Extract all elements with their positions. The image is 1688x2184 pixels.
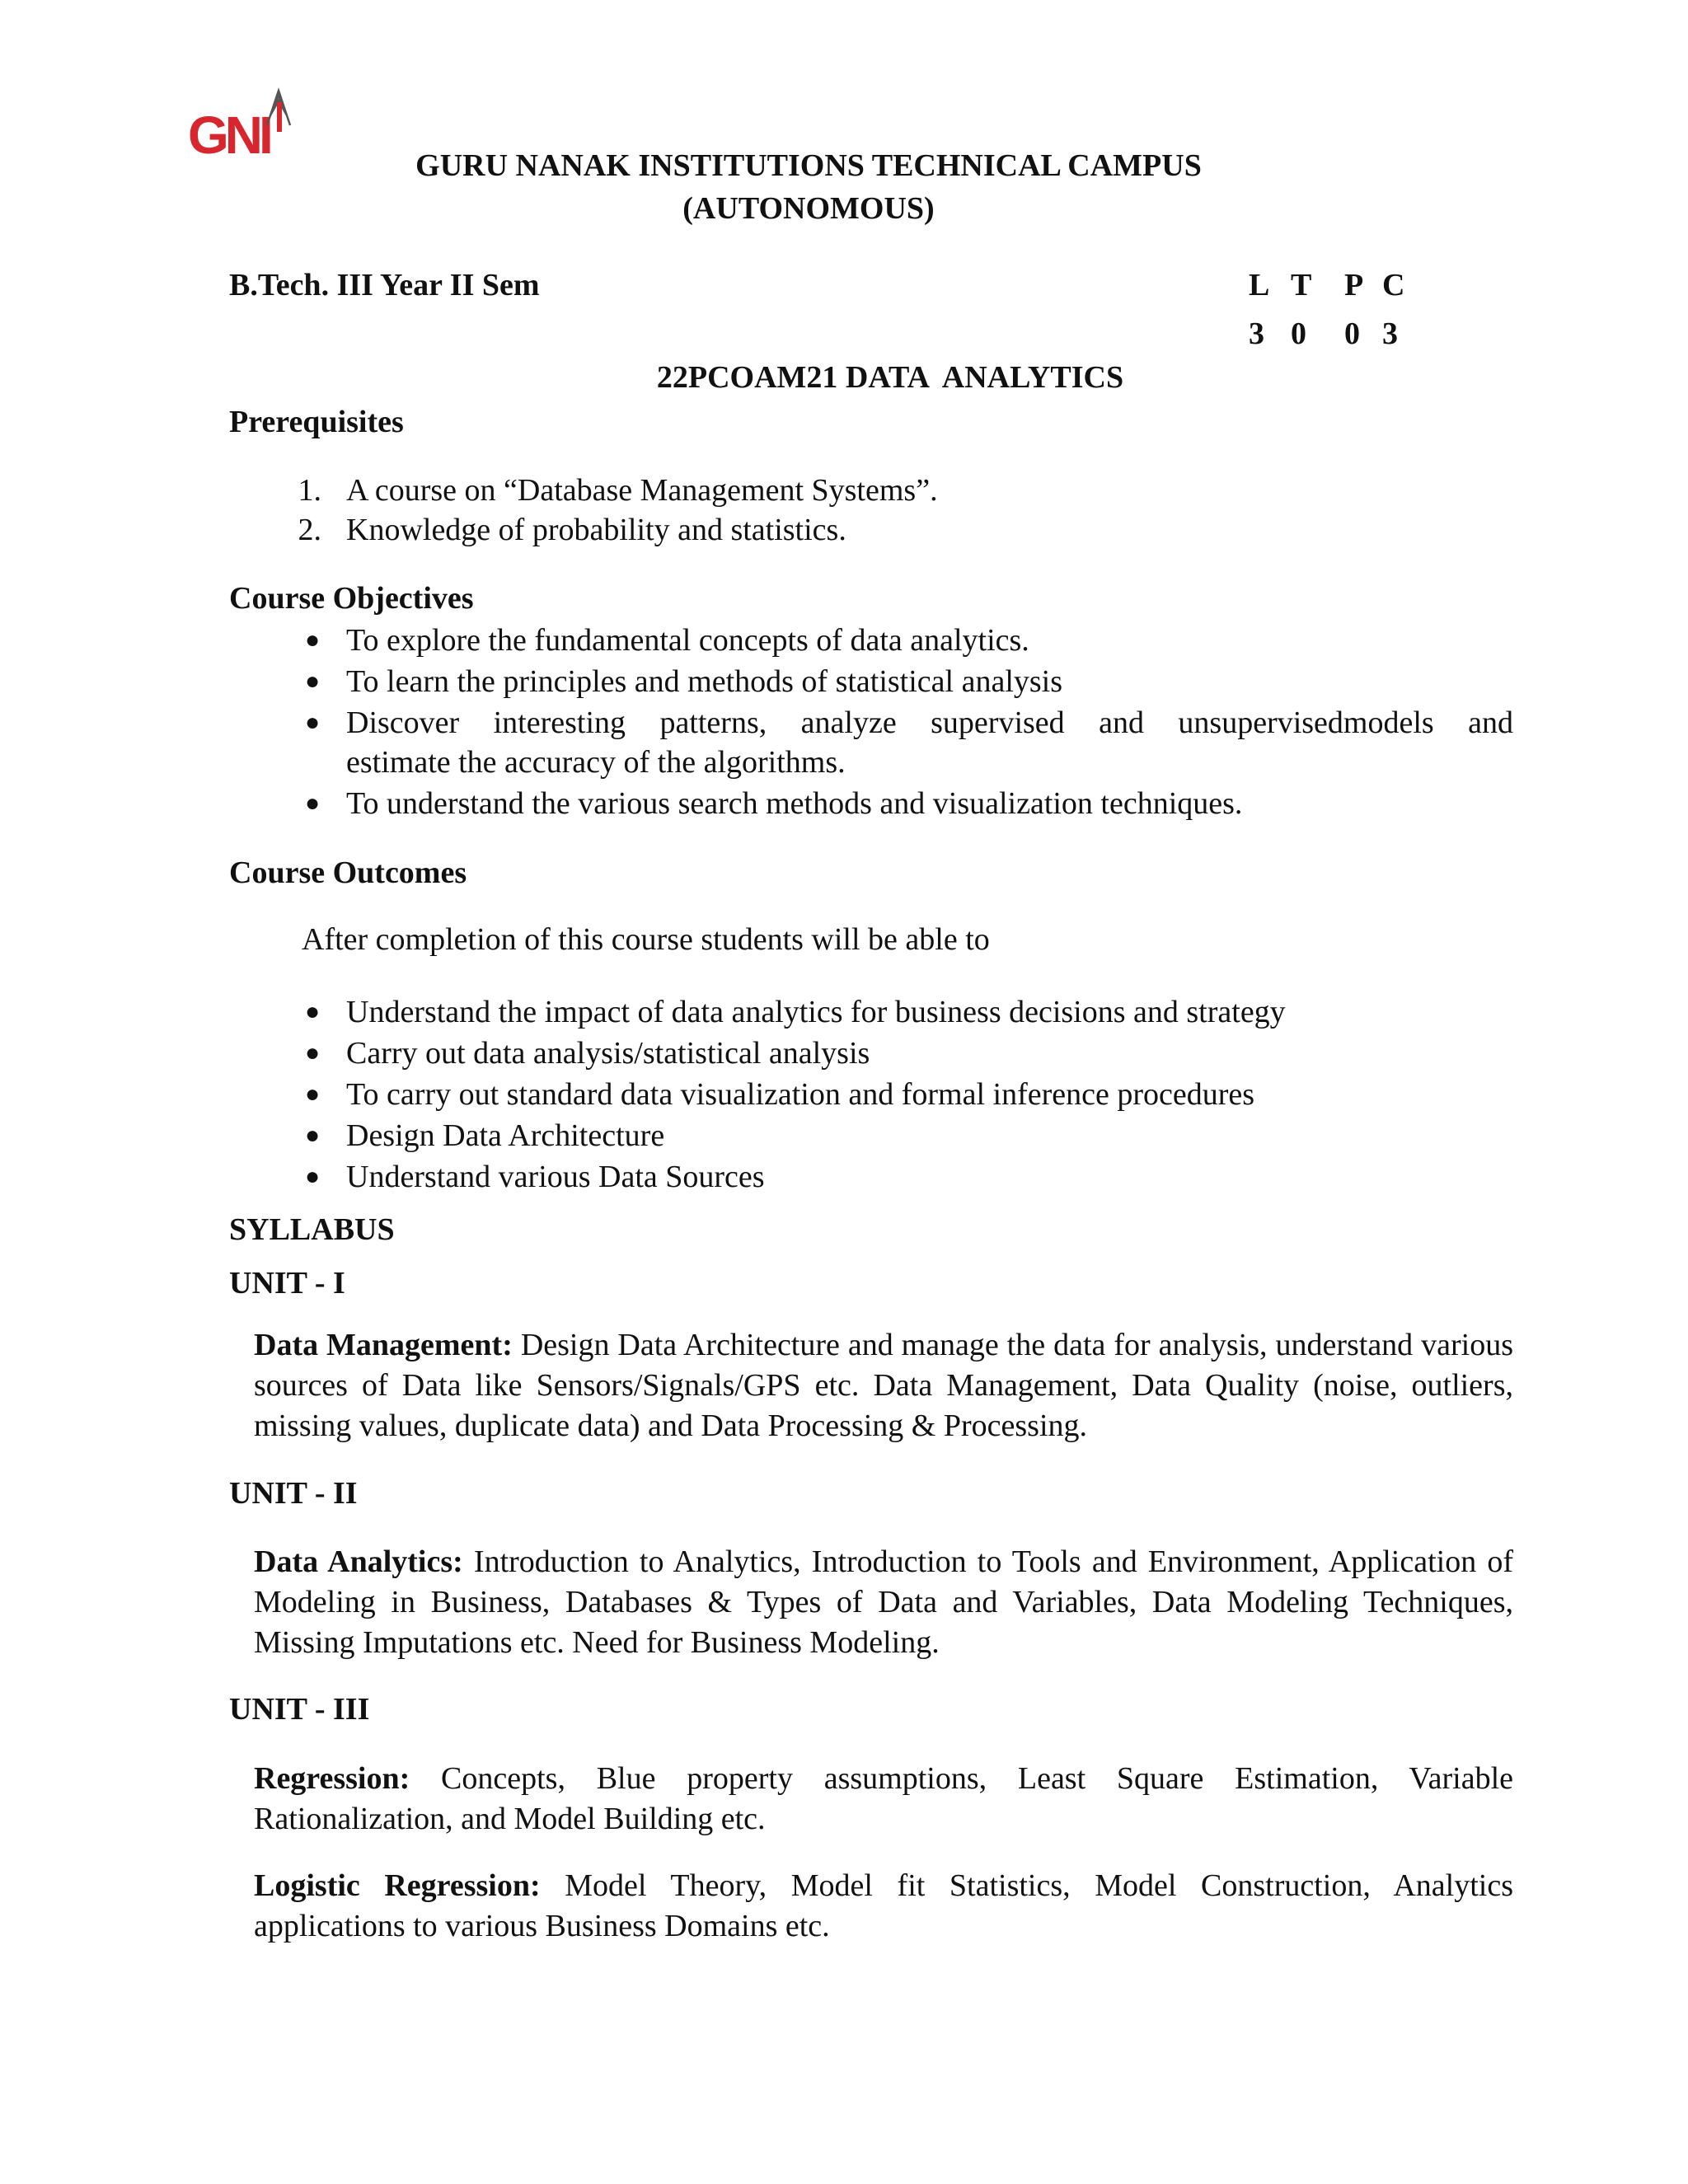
unit-3-title: UNIT - III [229,1692,370,1727]
ltpc-label-p: P [1344,268,1364,302]
paragraph-lead: Data Management: [254,1328,513,1362]
item-number: 1. [298,473,321,508]
program-label: B.Tech. III Year II Sem [229,268,540,302]
unit-3-paragraph-regression [254,1759,1513,1840]
unit-2-title: UNIT - II [229,1476,358,1511]
paragraph-text: Introduction to Analytics, Introduction to Tools and Environment, Application of Modeling in Business, Databases & Types of Data and Variables, Data Modeling Techniques, Missing Imputations etc. Need for Business Modeling. [254,1544,1513,1660]
logo-text: GNI [188,105,270,165]
unit-1-title: UNIT - I [229,1266,345,1301]
institution-name: GURU NANAK INSTITUTIONS TECHNICAL CAMPUS [415,148,1202,183]
course-title: 22PCOAM21 DATA ANALYTICS [656,360,1124,395]
item-text: Design Data Architecture [346,1118,665,1153]
outcomes-intro: After completion of this course students will be able to [302,922,990,957]
bullet-icon: ● [305,1122,321,1149]
syllabus-heading: SYLLABUS [229,1212,395,1247]
item-text: A course on “Database Management Systems”. [346,473,938,508]
bullet-icon: ● [305,790,321,817]
ltpc-value-l: 3 [1249,316,1264,351]
bullet-icon: ● [305,1080,321,1108]
item-text: Understand various Data Sources [346,1160,765,1194]
objectives-heading: Course Objectives [229,581,474,616]
prerequisites-heading: Prerequisites [229,405,404,439]
paragraph-text: Concepts, Blue property assumptions, Least Square Estimation, Variable Rationalization, and Model Building etc. [254,1761,1513,1836]
item-text: To carry out standard data visualization and formal inference procedures [346,1077,1255,1112]
ltpc-label-l: L [1249,268,1270,302]
bullet-icon: ● [305,668,321,695]
bullet-icon: ● [305,626,321,654]
item-text: To explore the fundamental concepts of data analytics. [346,623,1029,658]
item-text: To learn the principles and methods of statistical analysis [346,664,1063,699]
item-text: Understand the impact of data analytics for business decisions and strategy [346,995,1286,1029]
ltpc-label-t: T [1291,268,1312,302]
paragraph-text: Model Theory, Model fit Statistics, Model Construction, Analytics applications to various Business Domains etc. [254,1868,1514,1943]
book-icon [262,84,295,134]
unit-1-paragraph [254,1325,1513,1446]
bullet-icon: ● [305,998,321,1025]
item-text: Carry out data analysis/statistical analysis [346,1036,870,1071]
paragraph-lead: Regression: [254,1761,410,1796]
item-text: Discover interesting patterns, analyze supervised and unsupervisedmodels and [346,705,1513,740]
unit-3-paragraph-logistic [254,1866,1513,1947]
paragraph-lead: Logistic Regression: [254,1868,541,1903]
autonomous-label: (AUTONOMOUS) [682,191,935,226]
item-text: estimate the accuracy of the algorithms. [346,745,846,780]
paragraph-lead: Data Analytics: [254,1544,463,1579]
ltpc-label-c: C [1382,268,1405,302]
item-number: 2. [298,513,321,547]
item-text: Knowledge of probability and statistics. [346,513,846,547]
outcomes-heading: Course Outcomes [229,855,467,890]
paragraph-text: Design Data Architecture and manage the data for analysis, understand various sources of Data like Sensors/Signals/GPS etc. Data Management, Data Quality (noise, outliers, missing values, duplicate data) and Data Processing & Processing. [254,1328,1513,1443]
bullet-icon: ● [305,1039,321,1066]
ltpc-value-c: 3 [1382,316,1398,351]
item-text: To understand the various search methods and visualization techniques. [346,786,1243,821]
bullet-icon: ● [305,1163,321,1190]
ltpc-value-p: 0 [1344,316,1360,351]
bullet-icon: ● [305,709,321,736]
unit-2-paragraph [254,1542,1513,1663]
ltpc-value-t: 0 [1291,316,1306,351]
